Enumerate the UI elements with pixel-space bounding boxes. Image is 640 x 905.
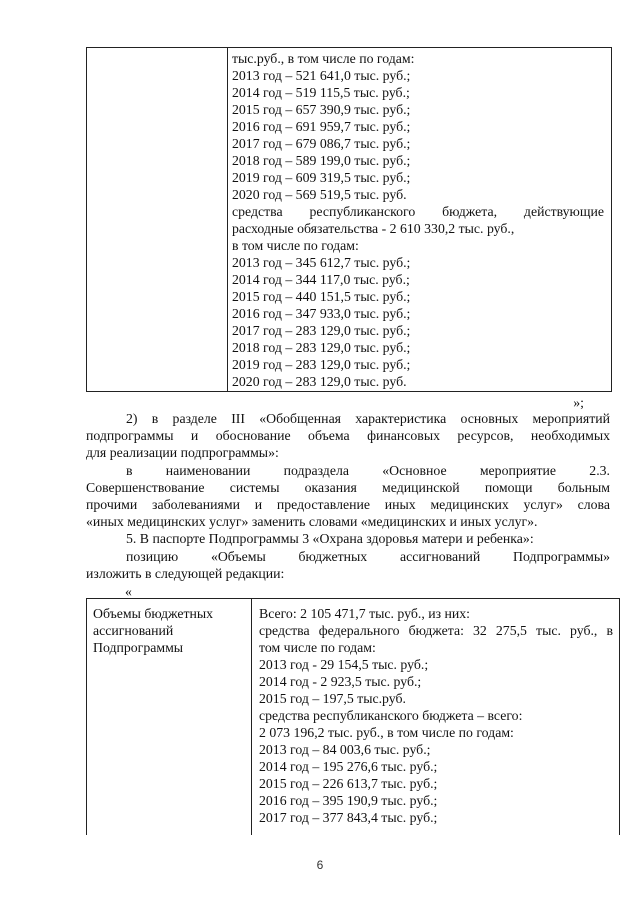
table-line: 2014 год – 344 117,0 тыс. руб.; bbox=[232, 272, 410, 287]
opening-quote: « bbox=[125, 584, 132, 599]
table-line: 2018 год – 283 129,0 тыс. руб.; bbox=[232, 340, 411, 355]
table-line: 2020 год – 283 129,0 тыс. руб. bbox=[232, 374, 407, 389]
table-line: 2016 год – 691 959,7 тыс. руб.; bbox=[232, 119, 411, 134]
table-line: тыс.руб., в том числе по годам: bbox=[232, 51, 415, 66]
table-line: 2018 год – 589 199,0 тыс. руб.; bbox=[232, 153, 411, 168]
paragraph-line: в наименовании подраздела «Основное мероприятие 2.3. bbox=[126, 462, 610, 478]
table-line: 2013 год – 521 641,0 тыс. руб.; bbox=[232, 68, 411, 83]
paragraph-line: изложить в следующей редакции: bbox=[86, 565, 285, 581]
table-line: 2013 год - 29 154,5 тыс. руб.; bbox=[259, 657, 429, 672]
table-line: 2015 год – 657 390,9 тыс. руб.; bbox=[232, 102, 411, 117]
table-line: 2014 год – 195 276,6 тыс. руб.; bbox=[259, 759, 438, 774]
table-line: том числе по годам: bbox=[259, 640, 376, 655]
table-line: 2 073 196,2 тыс. руб., в том числе по годам: bbox=[259, 725, 514, 740]
position-name-cell bbox=[93, 605, 248, 656]
table-line: 2017 год – 679 086,7 тыс. руб.; bbox=[232, 136, 411, 151]
table-column-divider bbox=[227, 48, 228, 391]
table-line: средства республиканского бюджета, действующие bbox=[232, 204, 604, 219]
table-line: 2016 год – 347 933,0 тыс. руб.; bbox=[232, 306, 411, 321]
table-line: Всего: 2 105 471,7 тыс. руб., из них: bbox=[259, 606, 471, 621]
paragraph-line: позицию «Объемы бюджетных ассигнований Подпрограммы» bbox=[126, 548, 610, 564]
table-line: 2020 год – 569 519,5 тыс. руб. bbox=[232, 187, 407, 202]
funding-table-continued bbox=[86, 47, 612, 392]
table-line: Подпрограммы bbox=[93, 640, 184, 655]
table-line: 2015 год – 197,5 тыс.руб. bbox=[259, 691, 406, 706]
table-line: средства федерального бюджета: 32 275,5 тыс. руб., в bbox=[259, 623, 613, 638]
table-line: ассигнований bbox=[93, 623, 174, 638]
funding-details-cell bbox=[232, 50, 604, 390]
table-line: 2017 год – 283 129,0 тыс. руб.; bbox=[232, 323, 411, 338]
table-line: Объемы бюджетных bbox=[93, 606, 214, 621]
table-line: 2016 год – 395 190,9 тыс. руб.; bbox=[259, 793, 438, 808]
table-line: 2014 год – 519 115,5 тыс. руб.; bbox=[232, 85, 410, 100]
paragraph-line: для реализации подпрограммы»: bbox=[86, 445, 279, 461]
table-line: в том числе по годам: bbox=[232, 238, 359, 253]
paragraph-line: прочими заболеваниями и предоставление иных медицинских услуг» слова bbox=[86, 496, 610, 512]
table-line: 2015 год – 226 613,7 тыс. руб.; bbox=[259, 776, 438, 791]
paragraph-line: подпрограммы и обоснование объема финансовых ресурсов, необходимых bbox=[86, 428, 610, 444]
table-line: 2015 год – 440 151,5 тыс. руб.; bbox=[232, 289, 411, 304]
table-line: расходные обязательства - 2 610 330,2 тыс. руб., bbox=[232, 221, 515, 236]
table-line: 2013 год – 84 003,6 тыс. руб.; bbox=[259, 742, 431, 757]
paragraph-line: «иных медицинских услуг» заменить словами «медицинских и иных услуг». bbox=[86, 514, 538, 530]
funding-details-cell bbox=[259, 605, 613, 826]
body-text bbox=[86, 410, 610, 582]
closing-quote: »; bbox=[573, 395, 584, 410]
table-line: средства республиканского бюджета – всего: bbox=[259, 708, 523, 723]
table-line: 2019 год – 283 129,0 тыс. руб.; bbox=[232, 357, 411, 372]
paragraph-line: 5. В паспорте Подпрограммы 3 «Охрана здоровья матери и ребенка»: bbox=[126, 531, 534, 547]
paragraph-line: 2) в разделе III «Обобщенная характеристика основных мероприятий bbox=[126, 411, 610, 426]
table-line: 2013 год – 345 612,7 тыс. руб.; bbox=[232, 255, 411, 270]
table-line: 2017 год – 377 843,4 тыс. руб.; bbox=[259, 810, 438, 825]
page-number: 6 bbox=[316, 858, 324, 872]
paragraph-line: Совершенствование системы оказания медицинской помощи больным bbox=[86, 479, 610, 495]
subprogram-funding-table bbox=[86, 598, 620, 835]
table-line: 2019 год – 609 319,5 тыс. руб.; bbox=[232, 170, 411, 185]
table-column-divider bbox=[251, 599, 252, 835]
table-line: 2014 год - 2 923,5 тыс. руб.; bbox=[259, 674, 422, 689]
